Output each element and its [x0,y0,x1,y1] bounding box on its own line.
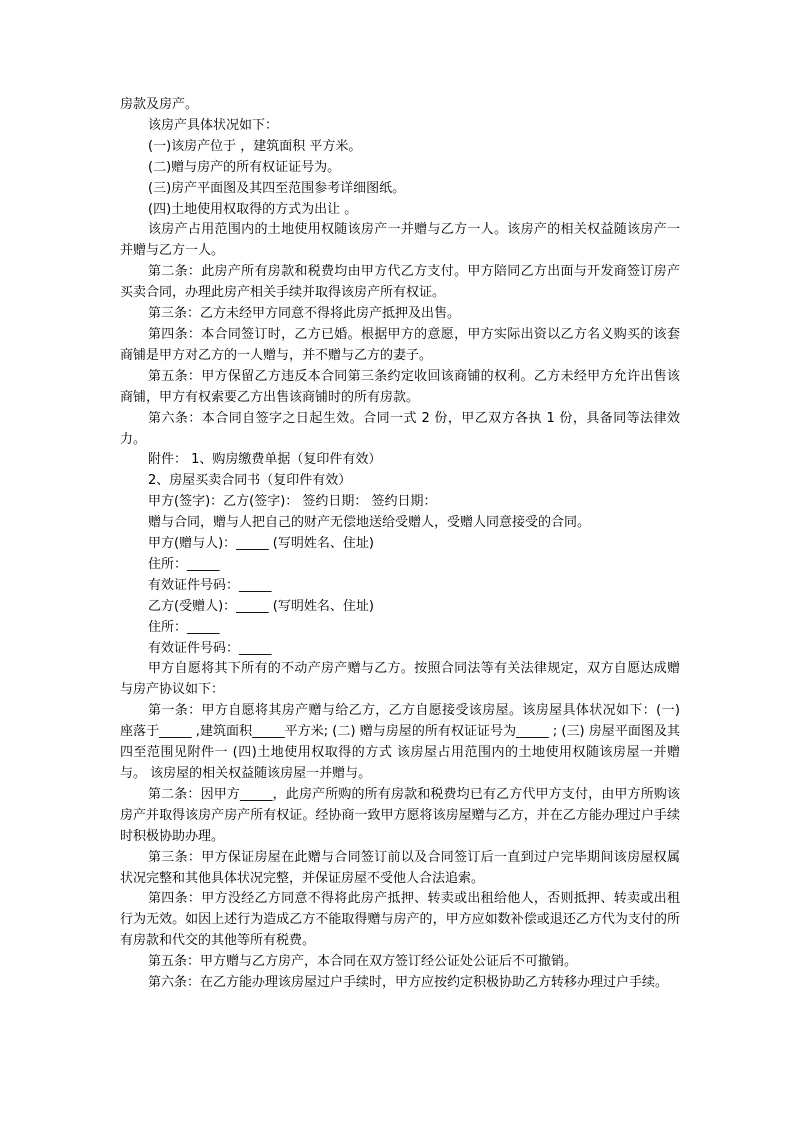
paragraph: 第三条：甲方保证房屋在此赠与合同签订前以及合同签订后一直到过户完毕期间该房屋权属状况完整和其他具体状况完整，并保证房屋不受他人合法追索。 [120,849,680,886]
paragraph: 第一条：甲方自愿将其房产赠与给乙方，乙方自愿接受该房屋。该房屋具体状况如下：(一) 座落于_____ ,建筑面积_____平方米; (二) 赠与房屋的所有权证证号为_____ ; (三) 房屋平面图及其四至范围见附件一 (四)土地使用权取得的方式 该房屋占用范围内的土地使用权随该房屋一并赠与。 该房屋的相关权益随该房屋一并赠与。 [120,703,685,781]
paragraph: 甲方自愿将其下所有的不动产房产赠与乙方。按照合同法等有关法律规定，双方自愿达成赠与房产协议如下： [120,661,680,698]
paragraph: (一)该房产位于 ，建筑面积 平方米。 [148,138,362,154]
paragraph: 该房产具体状况如下： [148,117,279,133]
paragraph: 该房产占用范围内的土地使用权随该房产一并赠与乙方一人。该房产的相关权益随该房产一并赠与乙方一人。 [120,222,680,259]
paragraph: 房款及房产。 [120,97,199,112]
paragraph: 第二条：此房产所有房款和税费均由甲方代乙方支付。甲方陪同乙方出面与开发商签订房产买卖合同，办理此房产相关手续并取得该房产所有权证。 [120,264,680,301]
paragraph: 第三条：乙方未经甲方同意不得将此房产抵押及出售。 [148,306,461,322]
paragraph: 附件： 1、购房缴费单据（复印件有效） [148,452,382,468]
paragraph: 2、房屋买卖合同书（复印件有效） [148,473,352,489]
paragraph: (四)土地使用权取得的方式为出让 。 [148,201,358,217]
paragraph: 有效证件号码：_____ [148,640,272,656]
paragraph: 第六条：在乙方能办理该房屋过户手续时，甲方应按约定积极协助乙方转移办理过户手续。 [148,975,669,991]
paragraph: 有效证件号码：_____ [148,577,272,593]
paragraph: 甲方(签字)：乙方(签字)： 签约日期： 签约日期： [148,494,437,510]
paragraph: 第六条：本合同自签字之日起生效。合同一式 2 份，甲乙双方各执 1 份，具备同等法律效力。 [120,410,680,447]
document-page [120,95,685,994]
paragraph: 甲方(赠与人)：_____ (写明姓名、住址) [148,536,374,552]
paragraph: (二)赠与房产的所有权证证号为。 [148,159,341,175]
paragraph: 第二条：因甲方_____，此房产所购的所有房款和税费均已有乙方代甲方支付，由甲方所购该房产并取得该房产房产所有权证。经协商一致甲方愿将该房屋赠与乙方，并在乙方能办理过户手续时积极协助办理。 [120,786,680,844]
paragraph: 住所：_____ [148,619,220,635]
paragraph: 住所：_____ [148,556,220,572]
paragraph: 第四条：本合同签订时，乙方已婚。根据甲方的意愿，甲方实际出资以乙方名义购买的该套商铺是甲方对乙方的一人赠与，并不赠与乙方的妻子。 [120,326,680,363]
paragraph: 第五条：甲方赠与乙方房产，本合同在双方签订经公证处公证后不可撤销。 [148,954,578,970]
paragraph: 乙方(受赠人)：_____ (写明姓名、住址) [148,598,374,614]
paragraph: 第五条：甲方保留乙方违反本合同第三条约定收回该商铺的权利。乙方未经甲方允许出售该商铺，甲方有权索要乙方出售该商铺时的所有房款。 [120,368,680,405]
paragraph: 赠与合同，赠与人把自己的财产无偿地送给受赠人，受赠人同意接受的合同。 [148,515,591,531]
paragraph: (三)房产平面图及其四至范围参考详细图纸。 [148,180,406,196]
paragraph: 第四条：甲方没经乙方同意不得将此房产抵押、转卖或出租给他人，否则抵押、转卖或出租行为无效。如因上述行为造成乙方不能取得赠与房产的，甲方应如数补偿或退还乙方代为支付的所有房款和代交的其他等所有税费。 [120,891,680,949]
